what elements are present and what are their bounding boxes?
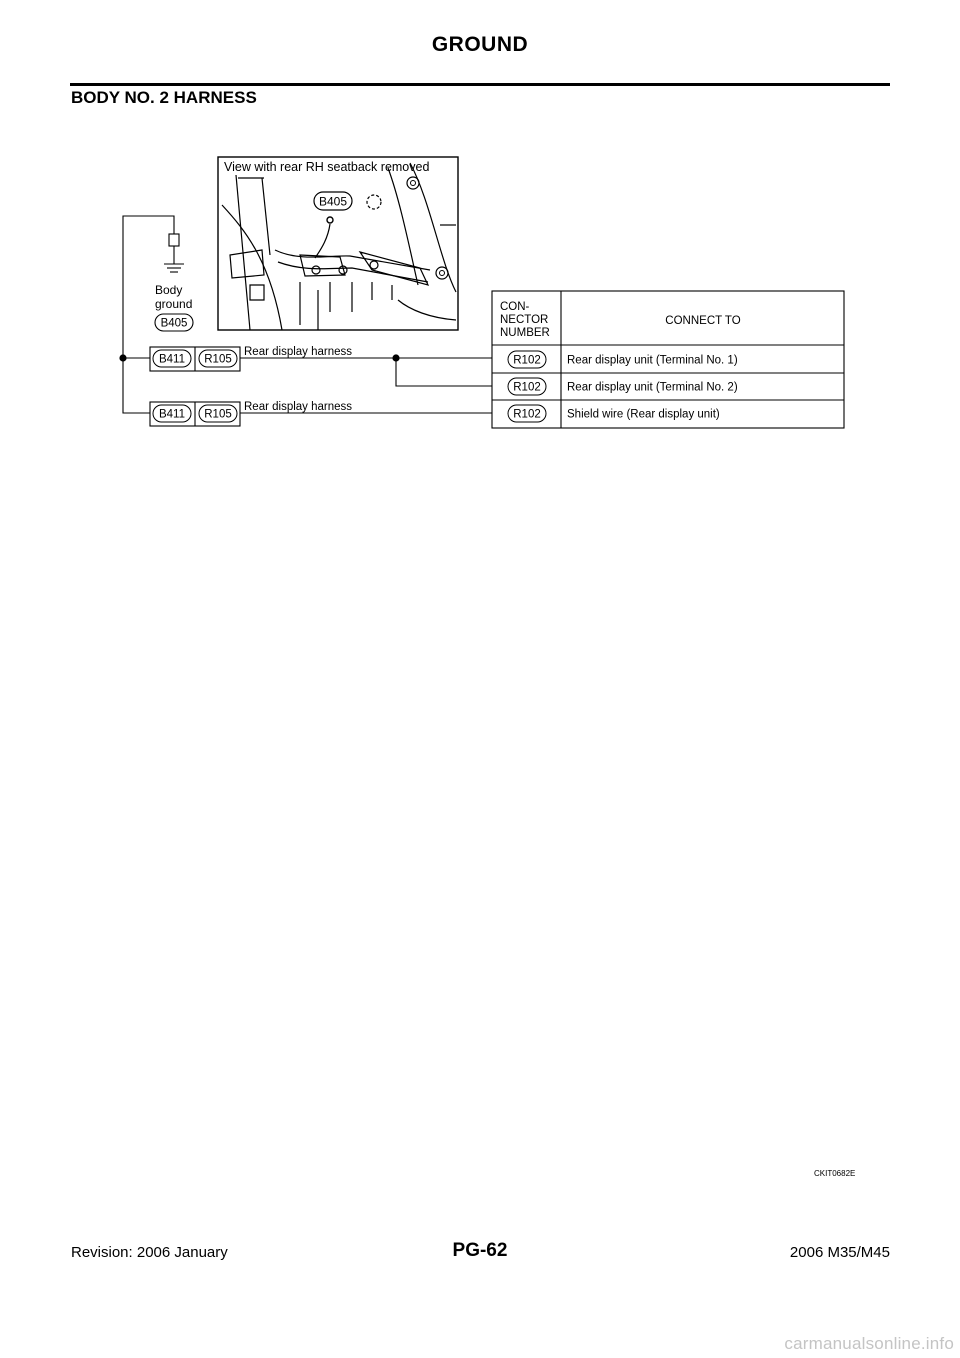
splice-dot-middle bbox=[392, 354, 399, 361]
harness-label: Rear display harness bbox=[244, 401, 353, 413]
table-row-connector: R102 bbox=[513, 408, 541, 421]
body-ground-connector-label: B405 bbox=[160, 317, 188, 330]
body-ground-label-line1: Body bbox=[155, 283, 183, 297]
photo-callout-b405 bbox=[314, 192, 352, 210]
table-row-connector: R102 bbox=[513, 381, 541, 394]
body-ground-connector-badge bbox=[155, 314, 193, 331]
harness-left-connector: B411 bbox=[158, 408, 186, 421]
table-row-connector: R102 bbox=[513, 354, 541, 367]
table-row-connect-to: Shield wire (Rear display unit) bbox=[567, 408, 720, 421]
footer-page-number: PG-62 bbox=[452, 1240, 508, 1261]
table-header-connect-to: CONNECT TO bbox=[665, 315, 741, 327]
page-title: GROUND bbox=[431, 33, 529, 56]
footer-revision: Revision: 2006 January bbox=[71, 1244, 228, 1261]
table-row-connect-to: Rear display unit (Terminal No. 1) bbox=[567, 354, 738, 367]
figure-code: CKIT0682E bbox=[814, 1169, 856, 1178]
footer-model: 2006 M35/M45 bbox=[789, 1244, 890, 1261]
table-header-connector-line2: NECTOR bbox=[500, 314, 549, 326]
harness-label: Rear display harness bbox=[244, 346, 353, 358]
seatback-view-illustration bbox=[218, 157, 458, 330]
table-header-connector-line3: NUMBER bbox=[500, 327, 550, 339]
harness-left-connector: B411 bbox=[158, 353, 186, 366]
table-header-connector-line1: CON- bbox=[500, 301, 530, 313]
section-title: BODY NO. 2 HARNESS bbox=[71, 88, 257, 107]
harness-right-connector: R105 bbox=[204, 408, 232, 421]
harness-connector-box bbox=[150, 402, 240, 426]
harness-right-connector: R105 bbox=[204, 353, 232, 366]
splice-dot-left bbox=[119, 354, 126, 361]
watermark: carmanualsonline.info bbox=[784, 1334, 954, 1353]
photo-callout-label: B405 bbox=[318, 194, 348, 209]
table-row-connect-to: Rear display unit (Terminal No. 2) bbox=[567, 381, 738, 394]
photo-caption: View with rear RH seatback removed bbox=[224, 160, 430, 174]
harness-connector-box bbox=[150, 347, 240, 371]
body-ground-label-line2: ground bbox=[155, 297, 193, 311]
connector-table bbox=[492, 291, 844, 428]
